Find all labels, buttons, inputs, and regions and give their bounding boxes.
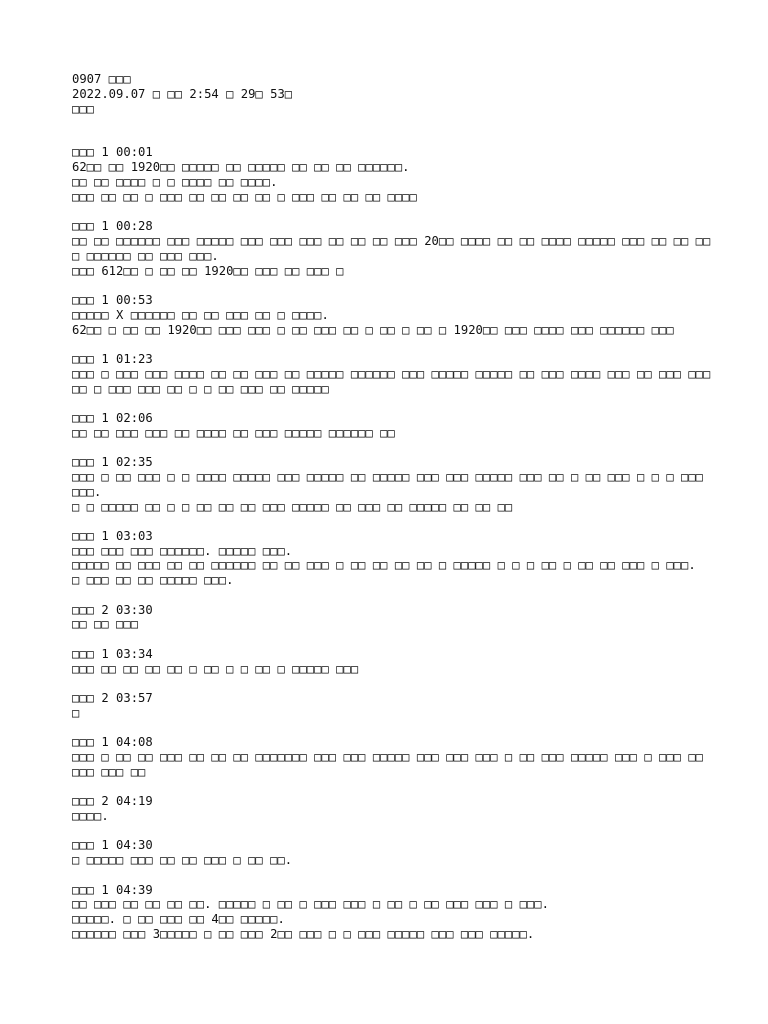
- speaker-timestamp: □□□ 1 00:01: [72, 145, 153, 160]
- transcript-line: □□ □□ □□□□□□ □□□ □□□□□ □□□ □□□ □□□ □□ □□ □□ □□□ 20□□ □□□□ □□ □□ □□□□ □□□□□ □□□ □□ □□ □□□ □□□□□□ □□ □□□ □□□.: [72, 233, 711, 263]
- speaker-timestamp: □□□ 1 00:53: [72, 292, 153, 307]
- transcript-line: □: [72, 705, 80, 720]
- transcript-line: □□□ 612□□ □ □□ □□ 1920□□ □□□ □□ □□□ □: [72, 263, 344, 278]
- speaker-timestamp: □□□ 1 04:08: [72, 735, 153, 750]
- transcript-line: □ □□□□□ □□□ □□ □□ □□□ □ □□ □□.: [72, 853, 293, 868]
- transcript: [72, 145, 768, 941]
- transcript-line: □□□ □□ □□ □ □□□ □□ □□ □□ □□ □ □□□ □□ □□ □□ □□□□: [72, 189, 417, 204]
- transcript-entry: [72, 794, 768, 824]
- transcript-line: □□ □□ □□□: [72, 617, 139, 632]
- transcript-entry: [72, 691, 768, 721]
- transcript-line: □□□ □□□ □□□ □□□□□□. □□□□□ □□□.: [72, 543, 293, 558]
- transcript-entry: [72, 883, 768, 942]
- document-subtitle: □□□: [72, 101, 95, 116]
- transcript-line: □□□ □ □□□ □□□ □□□□ □□ □□ □□□ □□ □□□□□ □□□□□□ □□□ □□□□□ □□□□□ □□ □□□ □□□□ □□□ □□ □□□ □□□ □□ □ □□□ □□□ □□ □ □ □□ □□□ □□ □□□□□: [72, 366, 711, 396]
- transcript-line: □□□□□ □□ □□□ □□ □□ □□□□□□ □□ □□ □□□ □ □□ □□ □□ □□ □ □□□□□ □ □ □ □□ □ □□ □□ □□□ □ □□□.: [72, 558, 696, 573]
- transcript-entry: [72, 735, 768, 779]
- transcript-line: □□□□□. □ □□ □□□ □□ 4□□ □□□□□.: [72, 912, 285, 927]
- transcript-line: □□□□.: [72, 809, 109, 824]
- document-datetime: 2022.09.07 □ □□ 2:54 □ 29□ 53□: [72, 86, 293, 101]
- transcript-line: □□□□□□ □□□ 3□□□□□ □ □□ □□□ 2□□ □□□ □ □ □□□ □□□□□ □□□ □□□ □□□□□.: [72, 926, 535, 941]
- transcript-line: □□□ □ □□ □□□ □ □ □□□□ □□□□□ □□□ □□□□□ □□ □□□□□ □□□ □□□ □□□□□ □□□ □□ □ □□ □□□ □ □ □ □□□ □□□.: [72, 469, 704, 499]
- speaker-timestamp: □□□ 1 04:30: [72, 838, 153, 853]
- speaker-timestamp: □□□ 1 03:03: [72, 528, 153, 543]
- speaker-timestamp: □□□ 1 02:06: [72, 410, 153, 425]
- speaker-timestamp: □□□ 2 03:57: [72, 691, 153, 706]
- speaker-timestamp: □□□ 1 02:35: [72, 455, 153, 470]
- speaker-timestamp: □□□ 1 04:39: [72, 882, 153, 897]
- transcript-line: □□ □□ □□□□ □ □ □□□□ □□ □□□□.: [72, 174, 278, 189]
- speaker-timestamp: □□□ 1 00:28: [72, 219, 153, 234]
- transcript-entry: [72, 293, 768, 337]
- document-header: [72, 72, 768, 116]
- transcript-entry: [72, 529, 768, 588]
- transcript-entry: [72, 411, 768, 441]
- speaker-timestamp: □□□ 2 04:19: [72, 794, 153, 809]
- transcript-entry: [72, 145, 768, 204]
- transcript-line: 62□□ □ □□ □□ 1920□□ □□□ □□□ □ □□ □□□ □□ □ □□ □ □□ □ 1920□□ □□□ □□□□ □□□ □□□□□□ □□□: [72, 322, 674, 337]
- transcript-line: □ □ □□□□□ □□ □ □ □□ □□ □□ □□□ □□□□□ □□ □□□ □□ □□□□□ □□ □□ □□: [72, 499, 513, 514]
- transcript-line: □ □□□ □□ □□ □□□□□ □□□.: [72, 573, 234, 588]
- transcript-entry: [72, 352, 768, 396]
- transcript-entry: [72, 455, 768, 514]
- transcript-line: □□ □□ □□□ □□□ □□ □□□□ □□ □□□ □□□□□ □□□□□□ □□: [72, 425, 395, 440]
- transcript-entry: [72, 219, 768, 278]
- transcript-line: □□□ □ □□ □□ □□□ □□ □□ □□ □□□□□□□ □□□ □□□ □□□□□ □□□ □□□ □□□ □ □□ □□□ □□□□□ □□□ □ □□□ □□ □□□ □□□ □□: [72, 750, 704, 779]
- transcript-entry: [72, 838, 768, 868]
- transcript-line: □□□ □□ □□ □□ □□ □ □□ □ □ □□ □ □□□□□ □□□: [72, 661, 359, 676]
- document-title: 0907 □□□: [72, 72, 131, 86]
- transcript-line: 62□□ □□ 1920□□ □□□□□ □□ □□□□□ □□ □□ □□ □□□□□□.: [72, 160, 410, 175]
- transcript-line: □□ □□□ □□ □□ □□ □□. □□□□□ □ □□ □ □□□ □□□ □ □□ □ □□ □□□ □□□ □ □□□.: [72, 897, 549, 912]
- transcript-line: □□□□□ X □□□□□□ □□ □□ □□□ □□ □ □□□□.: [72, 307, 329, 322]
- transcript-entry: [72, 603, 768, 633]
- speaker-timestamp: □□□ 2 03:30: [72, 602, 153, 617]
- speaker-timestamp: □□□ 1 01:23: [72, 351, 153, 366]
- transcript-entry: [72, 647, 768, 677]
- speaker-timestamp: □□□ 1 03:34: [72, 646, 153, 661]
